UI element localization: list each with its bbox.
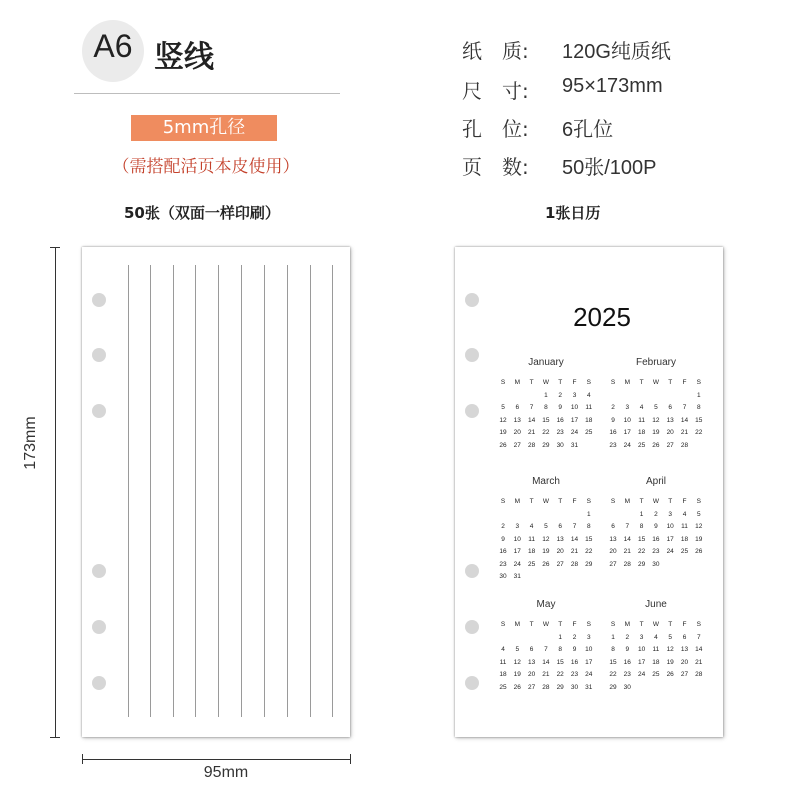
calendar-day: 24 — [623, 441, 631, 449]
calendar-day: 22 — [542, 429, 550, 436]
month-name: April — [645, 476, 666, 487]
calendar-day: 23 — [570, 671, 579, 678]
calendar-day: 25 — [499, 683, 507, 691]
calendar-day: 12 — [695, 523, 703, 530]
calendar-day: 21 — [695, 658, 703, 666]
calendar-day: 1 — [558, 633, 562, 641]
weekday-header: W — [652, 621, 659, 628]
calendar-day: 13 — [513, 416, 521, 424]
calendar-day: 28 — [542, 683, 550, 691]
calendar-day: 11 — [652, 646, 660, 653]
calendar-day: 29 — [542, 441, 550, 449]
weekday-header: M — [624, 621, 630, 628]
weekday-header: F — [572, 621, 577, 628]
spec-label-holes: 孔 位: — [462, 117, 529, 141]
ruled-line — [310, 265, 311, 717]
weekday-header: S — [696, 498, 701, 505]
calendar-day: 6 — [558, 523, 562, 530]
calendar-day: 1 — [586, 510, 591, 518]
calendar-day: 17 — [623, 429, 631, 436]
calendar-day: 17 — [513, 548, 521, 555]
calendar-day: 9 — [625, 646, 630, 653]
calendar-day: 30 — [623, 683, 631, 691]
weekday-header: M — [624, 498, 630, 505]
calendar-day: 17 — [666, 535, 674, 543]
ruled-line — [287, 265, 288, 717]
calendar-day: 15 — [585, 535, 593, 543]
calendar-day: 7 — [696, 633, 701, 641]
weekday-header: W — [542, 498, 549, 505]
calendar-day: 11 — [681, 523, 688, 530]
calendar-day: 5 — [501, 404, 505, 411]
calendar-day: 27 — [513, 441, 521, 449]
calendar-day: 25 — [680, 548, 689, 555]
calendar-day: 8 — [586, 523, 591, 530]
calendar-day: 19 — [513, 671, 521, 678]
calendar-day: 5 — [654, 404, 658, 411]
calendar-day: 31 — [585, 683, 593, 691]
calendar-day: 17 — [637, 658, 646, 666]
binder-hole — [465, 348, 479, 362]
calendar-day: 6 — [611, 523, 615, 530]
calendar-day: 26 — [499, 441, 507, 449]
weekday-header: W — [652, 379, 659, 386]
binder-hole — [465, 404, 479, 418]
calendar-day: 9 — [654, 523, 658, 530]
calendar-day: 7 — [682, 404, 687, 411]
calendar-day: 5 — [668, 633, 672, 641]
calendar-day: 20 — [609, 548, 617, 555]
calendar-day: 28 — [527, 441, 536, 449]
calendar-day: 15 — [556, 658, 564, 666]
calendar-day: 24 — [570, 429, 579, 436]
calendar-day: 25 — [585, 429, 593, 436]
month-name: January — [528, 357, 564, 368]
calendar-day: 27 — [556, 560, 564, 568]
calendar-day: 21 — [623, 548, 631, 555]
calendar-day: 26 — [695, 548, 703, 555]
calendar-day: 23 — [556, 429, 564, 436]
calendar-day: 20 — [666, 429, 674, 436]
calendar-day: 11 — [638, 416, 645, 424]
calendar-day: 22 — [637, 548, 646, 555]
calendar-day: 3 — [639, 633, 644, 641]
calendar-day: 13 — [609, 535, 617, 543]
weekday-header: S — [586, 498, 591, 505]
spec-value-pages: 50张/100P — [562, 157, 657, 179]
calendar-day: 16 — [499, 548, 507, 555]
calendar-day: 3 — [586, 633, 591, 641]
calendar-day: 13 — [680, 646, 689, 653]
weekday-header: S — [610, 621, 616, 628]
calendar-day: 10 — [513, 535, 521, 543]
left-page-caption: 50张（双面一样印刷） — [124, 204, 280, 222]
calendar-day: 15 — [695, 416, 703, 424]
calendar-day: 19 — [666, 658, 674, 666]
calendar-day: 19 — [542, 548, 550, 555]
calendar-day: 20 — [680, 658, 689, 666]
calendar-day: 12 — [542, 535, 550, 543]
calendar-day: 4 — [639, 404, 644, 411]
month-name: March — [532, 476, 560, 487]
month-name: June — [645, 599, 667, 610]
calendar-day: 10 — [666, 523, 674, 530]
calendar-day: 3 — [572, 391, 577, 399]
calendar-day: 30 — [499, 573, 507, 580]
month-name: May — [536, 599, 556, 610]
calendar-day: 18 — [680, 535, 689, 543]
ruled-line — [264, 265, 265, 717]
calendar-day: 28 — [623, 560, 631, 568]
calendar-day: 15 — [542, 416, 550, 424]
calendar-day: 22 — [556, 671, 564, 678]
calendar-day: 11 — [499, 658, 507, 666]
weekday-header: T — [668, 379, 673, 386]
calendar-day: 26 — [666, 671, 674, 678]
binder-hole — [92, 676, 106, 690]
weekday-header: T — [529, 379, 534, 386]
calendar-day: 3 — [625, 404, 630, 411]
calendar-day: 18 — [499, 671, 507, 678]
calendar-day: 16 — [623, 658, 631, 666]
width-label: 95mm — [203, 764, 249, 781]
calendar-day: 2 — [654, 510, 658, 518]
calendar-day: 4 — [501, 646, 505, 653]
calendar-day: 21 — [570, 548, 579, 555]
weekday-header: M — [514, 498, 520, 505]
calendar-day: 17 — [570, 416, 579, 424]
calendar-day: 24 — [666, 548, 674, 555]
calendar-day: 31 — [570, 441, 579, 449]
calendar-day: 23 — [623, 671, 631, 678]
calendar-day: 25 — [527, 560, 536, 568]
calendar-day: 4 — [654, 633, 658, 641]
right-page-caption: 1张日历 — [545, 204, 601, 222]
weekday-header: M — [514, 621, 520, 628]
calendar-day: 14 — [570, 535, 579, 543]
calendar-day: 26 — [513, 683, 521, 691]
binder-hole — [465, 564, 479, 578]
calendar-page — [455, 247, 723, 737]
calendar-day: 29 — [585, 560, 593, 568]
calendar-day: 19 — [652, 429, 660, 436]
style-title: 竖线 — [154, 40, 214, 75]
weekday-header: M — [624, 379, 630, 386]
ruled-line — [150, 265, 151, 717]
calendar-day: 21 — [542, 671, 550, 678]
calendar-day: 13 — [556, 535, 564, 543]
calendar-day: 12 — [499, 416, 507, 424]
calendar-day: 12 — [513, 658, 521, 666]
weekday-header: T — [639, 498, 644, 505]
calendar-day: 3 — [668, 510, 672, 518]
calendar-day: 4 — [529, 523, 534, 530]
binder-hole — [92, 348, 106, 362]
weekday-header: T — [558, 621, 563, 628]
calendar-day: 18 — [585, 416, 593, 424]
calendar-day: 16 — [609, 429, 617, 436]
calendar-day: 8 — [558, 646, 562, 653]
calendar-day: 6 — [682, 633, 687, 641]
calendar-day: 8 — [611, 646, 615, 653]
calendar-day: 2 — [572, 633, 577, 641]
calendar-day: 12 — [666, 646, 674, 653]
calendar-day: 24 — [637, 671, 646, 678]
weekday-header: S — [610, 498, 616, 505]
calendar-day: 6 — [668, 404, 672, 411]
calendar-day: 24 — [513, 560, 521, 568]
calendar-day: 29 — [609, 683, 617, 691]
ruled-line — [128, 265, 129, 717]
ruled-line — [241, 265, 242, 717]
calendar-day: 2 — [501, 523, 505, 530]
spec-label-pages: 页 数: — [462, 155, 529, 179]
calendar-day: 27 — [666, 441, 674, 449]
weekday-header: S — [696, 379, 701, 386]
calendar-day: 5 — [696, 510, 701, 518]
calendar-day: 8 — [639, 523, 644, 530]
ruled-line — [195, 265, 196, 717]
weekday-header: T — [668, 621, 673, 628]
calendar-day: 14 — [680, 416, 689, 424]
calendar-day: 11 — [585, 404, 593, 411]
calendar-day: 6 — [515, 404, 520, 411]
weekday-header: F — [572, 498, 577, 505]
calendar-day: 12 — [652, 416, 660, 424]
binder-hole — [92, 620, 106, 634]
calendar-day: 26 — [652, 441, 660, 449]
weekday-header: T — [668, 498, 673, 505]
calendar-day: 14 — [527, 416, 536, 424]
calendar-day: 22 — [695, 429, 703, 436]
calendar-day: 16 — [556, 416, 564, 424]
calendar-day: 18 — [527, 548, 536, 555]
calendar-day: 10 — [623, 416, 631, 424]
calendar-day: 24 — [585, 671, 593, 678]
calendar-day: 22 — [585, 548, 593, 555]
weekday-header: W — [542, 621, 549, 628]
calendar-day: 15 — [637, 535, 646, 543]
calendar-day: 30 — [556, 441, 564, 449]
calendar-day: 27 — [609, 560, 617, 568]
calendar-day: 7 — [529, 404, 534, 411]
calendar-day: 31 — [513, 573, 521, 580]
calendar-day: 17 — [585, 658, 593, 666]
calendar-day: 9 — [501, 535, 505, 543]
weekday-header: M — [514, 379, 520, 386]
calendar-day: 6 — [529, 646, 534, 653]
weekday-header: S — [500, 621, 506, 628]
spec-value-paper: 120G纯质纸 — [562, 41, 671, 63]
calendar-day: 26 — [542, 560, 550, 568]
calendar-day: 10 — [637, 646, 646, 653]
calendar-day: 15 — [609, 658, 617, 666]
calendar-day: 8 — [696, 404, 701, 411]
calendar-day: 7 — [625, 523, 630, 530]
calendar-day: 14 — [623, 535, 631, 543]
calendar-day: 19 — [499, 429, 507, 436]
calendar-day: 23 — [499, 560, 507, 568]
calendar-day: 14 — [542, 658, 550, 666]
weekday-header: W — [542, 379, 549, 386]
weekday-header: T — [639, 621, 644, 628]
calendar-day: 2 — [625, 633, 630, 641]
calendar-day: 9 — [611, 416, 615, 424]
weekday-header: T — [558, 379, 563, 386]
binder-hole — [465, 620, 479, 634]
ruled-line — [218, 265, 219, 717]
height-label: 173mm — [22, 416, 39, 470]
ruled-page — [82, 247, 350, 737]
calendar-day: 25 — [637, 441, 646, 449]
calendar-day: 20 — [556, 548, 564, 555]
calendar-day: 30 — [652, 560, 660, 568]
calendar-day: 1 — [544, 391, 548, 399]
weekday-header: S — [586, 621, 591, 628]
calendar-day: 13 — [666, 416, 674, 424]
calendar-day: 14 — [695, 646, 703, 653]
calendar-day: 22 — [609, 671, 617, 678]
calendar-day: 28 — [695, 671, 703, 678]
hole-size-tag: 5mm孔径 — [131, 115, 277, 141]
weekday-header: T — [529, 621, 534, 628]
weekday-header: F — [682, 621, 687, 628]
calendar-day: 18 — [652, 658, 660, 666]
weekday-header: F — [682, 498, 687, 505]
calendar-year: 2025 — [573, 302, 631, 332]
binder-hole — [92, 404, 106, 418]
header-divider — [74, 93, 340, 94]
calendar-day: 2 — [611, 404, 615, 411]
weekday-header: S — [500, 379, 506, 386]
calendar-day: 1 — [611, 633, 615, 641]
calendar-day: 11 — [528, 535, 535, 543]
calendar-day: 30 — [570, 683, 579, 691]
weekday-header: F — [682, 379, 687, 386]
calendar-day: 10 — [585, 646, 593, 653]
weekday-header: S — [610, 379, 616, 386]
spec-value-holes: 6孔位 — [562, 119, 614, 141]
spec-label-size: 尺 寸: — [462, 79, 529, 103]
usage-note: （需搭配活页本皮使用） — [112, 157, 300, 177]
calendar-day: 21 — [680, 429, 689, 436]
month-name: February — [635, 357, 676, 368]
calendar-day: 5 — [515, 646, 520, 653]
size-badge-label: A6 — [93, 28, 133, 64]
calendar-day: 1 — [696, 391, 701, 399]
calendar-day: 28 — [570, 560, 579, 568]
weekday-header: S — [500, 498, 506, 505]
calendar-day: 5 — [544, 523, 548, 530]
calendar-day: 4 — [586, 391, 591, 399]
ruled-line — [332, 265, 333, 717]
weekday-header: T — [529, 498, 534, 505]
calendar-day: 10 — [570, 404, 579, 411]
weekday-header: F — [572, 379, 577, 386]
calendar-day: 27 — [680, 671, 689, 678]
calendar-day: 16 — [652, 535, 660, 543]
weekday-header: T — [639, 379, 644, 386]
weekday-header: S — [586, 379, 591, 386]
calendar-day: 16 — [570, 658, 579, 666]
calendar-day: 9 — [572, 646, 577, 653]
calendar-day: 9 — [558, 404, 562, 411]
weekday-header: W — [652, 498, 659, 505]
calendar-day: 27 — [527, 683, 536, 691]
binder-hole — [465, 293, 479, 307]
weekday-header: T — [558, 498, 563, 505]
calendar-day: 7 — [544, 646, 548, 653]
calendar-day: 7 — [572, 523, 577, 530]
calendar-day: 23 — [652, 548, 660, 555]
calendar-day: 21 — [527, 429, 536, 436]
calendar-day: 29 — [556, 683, 564, 691]
spec-value-size: 95×173mm — [562, 75, 663, 97]
binder-hole — [92, 293, 106, 307]
calendar-day: 13 — [527, 658, 536, 666]
calendar-day: 1 — [639, 510, 644, 518]
binder-hole — [465, 676, 479, 690]
calendar-day: 2 — [558, 391, 562, 399]
weekday-header: S — [696, 621, 701, 628]
calendar-day: 20 — [527, 671, 536, 678]
calendar-day: 25 — [652, 671, 660, 678]
calendar-day: 4 — [682, 510, 687, 518]
calendar-day: 18 — [637, 429, 646, 436]
calendar-day: 8 — [544, 404, 548, 411]
dimension-line — [82, 759, 350, 760]
spec-label-paper: 纸 质: — [462, 39, 529, 63]
calendar-day: 29 — [637, 560, 646, 568]
dimension-line — [55, 247, 56, 737]
ruled-line — [173, 265, 174, 717]
calendar-day: 23 — [609, 441, 617, 449]
calendar-day: 20 — [513, 429, 521, 436]
calendar-day: 3 — [515, 523, 520, 530]
calendar-day: 28 — [680, 441, 689, 449]
dimension-tick — [350, 754, 351, 764]
calendar-day: 19 — [695, 535, 703, 543]
binder-hole — [92, 564, 106, 578]
dimension-tick — [50, 737, 60, 738]
